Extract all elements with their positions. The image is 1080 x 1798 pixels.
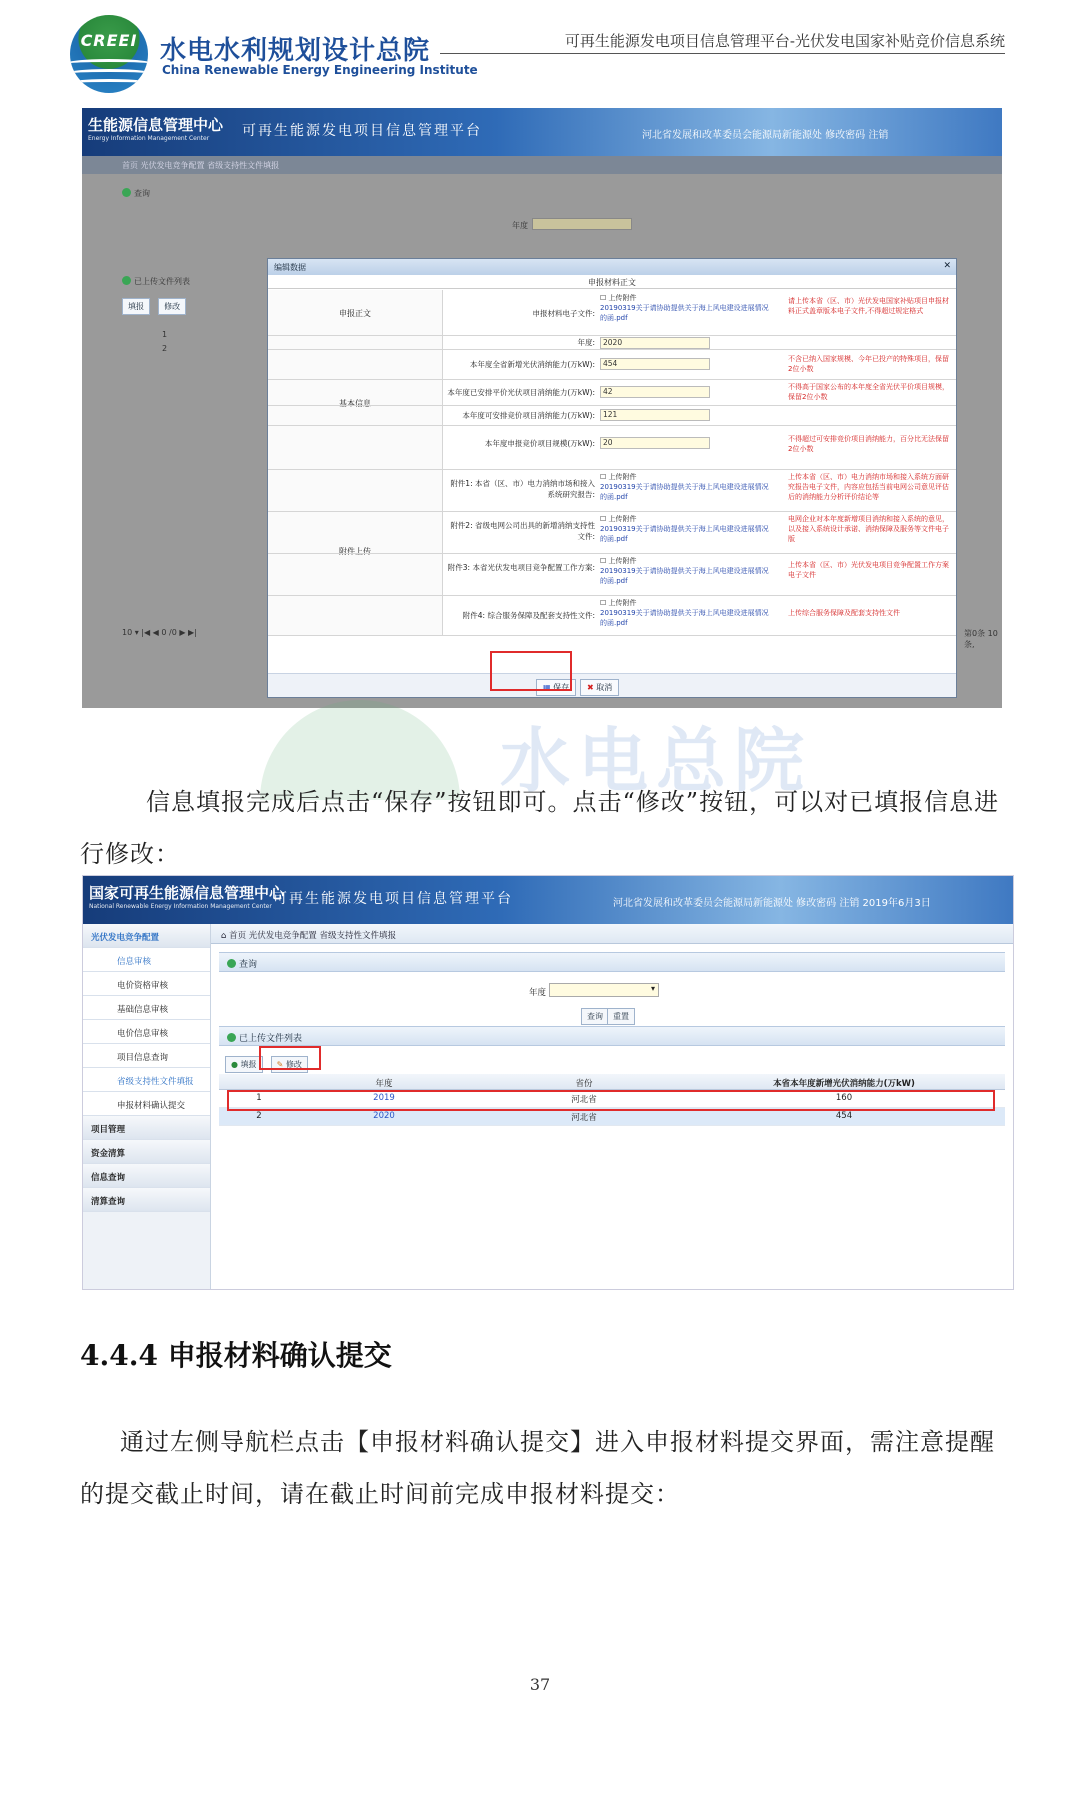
reset-button[interactable]: 重置: [607, 1008, 635, 1025]
banner-logo: 生能源信息管理中心: [88, 116, 224, 134]
page-header: [0, 0, 1080, 100]
search-button[interactable]: 查询: [581, 1008, 609, 1025]
app-banner: [82, 108, 1002, 156]
bid-scale-field[interactable]: 20: [600, 437, 770, 449]
upload-link[interactable]: ☐ 上传附件: [600, 294, 637, 302]
bid-capacity-field[interactable]: 121: [600, 409, 770, 421]
save-button[interactable]: ▦ 保存: [536, 679, 576, 696]
form-row: [268, 512, 956, 554]
sidebar: [83, 924, 211, 1289]
query-panel-label: 查询: [122, 188, 150, 199]
field-label: 附件2: 省级电网公司出具的新增消纳支持性文件:: [450, 521, 595, 541]
screenshot-file-list: [82, 875, 1014, 1290]
screenshot-edit-dialog: [82, 108, 1002, 708]
column-header: 年度: [375, 1079, 393, 1089]
field-label: 附件1: 本省（区、市）电力消纳市场和接入系统研究报告:: [450, 479, 595, 499]
parity-capacity-field[interactable]: 42: [600, 386, 770, 398]
logo-text: CREEI: [80, 31, 138, 50]
sidebar-item[interactable]: 资金清算: [83, 1140, 210, 1164]
list-row[interactable]: 1: [162, 330, 168, 339]
form-row: [268, 380, 956, 406]
sidebar-item[interactable]: 电价资格审核: [83, 972, 210, 996]
year-label: 年度: [529, 988, 547, 998]
upload-link[interactable]: ☐ 上传附件: [600, 599, 637, 607]
list-panel-header: 已上传文件列表: [219, 1026, 1005, 1046]
table-header: [219, 1074, 1005, 1090]
file-link[interactable]: 20190319关于请协助提供关于海上风电建设进展情况的函.pdf: [600, 304, 769, 322]
banner-logo: 国家可再生能源信息管理中心: [89, 884, 285, 902]
pager[interactable]: 10 ▾ |◀ ◀ 0 /0 ▶ ▶|: [122, 628, 197, 637]
field-label: 年度:: [577, 338, 595, 347]
field-note: 不得超过可安排竞价项目消纳能力，百分比无法保留2位小数: [788, 435, 949, 453]
form-row: [268, 406, 956, 426]
field-note: 不得高于国家公布的本年度全省光伏平价项目规模，保留2位小数: [788, 383, 949, 401]
form-row: [268, 290, 956, 336]
save-icon: ▦: [543, 683, 551, 692]
file-link[interactable]: 20190319关于请协助提供关于海上风电建设进展情况的函.pdf: [600, 483, 769, 501]
upload-link[interactable]: ☐ 上传附件: [600, 473, 637, 481]
section-basic: 基本信息: [268, 336, 443, 470]
list-toolbar: [122, 294, 189, 315]
cancel-icon: ✖: [587, 683, 594, 692]
pager-summary: 第0条 10 条,: [964, 629, 998, 649]
file-cell: [600, 293, 770, 323]
org-name-en: China Renewable Energy Engineering Institute: [162, 63, 478, 77]
form-row: [268, 470, 956, 512]
form-row: [268, 554, 956, 596]
field-label: 本年度全省新增光伏消纳能力(万kW):: [469, 360, 595, 369]
file-cell: [600, 598, 770, 628]
close-icon[interactable]: ✕: [943, 261, 951, 271]
form-row: [268, 336, 956, 350]
banner-title: 可再生能源发电项目信息管理平台: [273, 891, 513, 907]
sidebar-item[interactable]: 电价信息审核: [83, 1020, 210, 1044]
field-label: 附件3: 本省光伏发电项目竞争配置工作方案:: [447, 563, 595, 572]
edit-dialog: [267, 258, 957, 698]
watermark-text: 水电总院: [500, 720, 812, 802]
breadcrumb[interactable]: 首页 光伏发电竞争配置 省级支持性文件填报: [82, 156, 1002, 174]
main-content: [219, 952, 1005, 1289]
sidebar-item[interactable]: 项目管理: [83, 1116, 210, 1140]
sidebar-item[interactable]: 申报材料确认提交: [83, 1092, 210, 1116]
header-rule: [440, 53, 1005, 54]
cancel-button[interactable]: ✖ 取消: [580, 679, 619, 696]
banner-logo-en: National Renewable Energy Information Management Center: [89, 903, 272, 910]
paragraph-save-edit: 信息填报完成后点击“保存”按钮即可。点击“修改”按钮，可以对已填报信息进行修改：: [80, 788, 1000, 868]
section-heading: 4.4.4 申报材料确认提交: [80, 1339, 392, 1372]
sidebar-item[interactable]: 光伏发电竞争配置: [83, 924, 210, 948]
field-label: 附件4: 综合服务保障及配套支持性文件:: [462, 611, 595, 620]
edit-button[interactable]: ✎ 修改: [271, 1056, 308, 1073]
column-header: 本省本年度新增光伏消纳能力(万kW): [773, 1079, 915, 1089]
file-link[interactable]: 20190319关于请协助提供关于海上风电建设进展情况的函.pdf: [600, 525, 769, 543]
platform-title: 可再生能源发电项目信息管理平台-光伏发电国家补贴竞价信息系统: [564, 32, 1005, 50]
field-note: 上传本省（区、市）光伏发电项目竞争配置工作方案电子文件: [788, 561, 949, 579]
field-note: 不含已纳入国家规模、今年已投产的特殊项目，保留2位小数: [788, 355, 949, 373]
highlight-box-edit: [259, 1046, 321, 1070]
list-row[interactable]: 2: [162, 344, 168, 353]
form-row: [268, 426, 956, 470]
highlight-box: [490, 651, 572, 691]
sidebar-item[interactable]: 基础信息审核: [83, 996, 210, 1020]
banner-logo-en: Energy Information Management Center: [88, 135, 210, 142]
upload-link[interactable]: ☐ 上传附件: [600, 515, 637, 523]
section-main: 申报正文: [268, 290, 443, 336]
org-name-cn: 水电水利规划设计总院: [160, 36, 431, 66]
year-select[interactable]: [532, 218, 632, 230]
file-cell: [600, 472, 770, 502]
upload-link[interactable]: ☐ 上传附件: [600, 557, 637, 565]
field-note: 请上传本省（区、市）光伏发电国家补贴项目申报材料正式盖章版本电子文件,不得超过规定格式: [788, 297, 949, 315]
capacity-field[interactable]: 454: [600, 358, 770, 370]
form-row: [268, 350, 956, 380]
table-row[interactable]: 2 2020 河北省 454: [219, 1108, 1005, 1126]
field-label: 本年度可安排竞价项目消纳能力(万kW):: [462, 411, 595, 420]
add-button[interactable]: 填报: [122, 298, 150, 315]
field-label: 申报材料电子文件:: [532, 309, 595, 318]
column-header: 省份: [575, 1079, 593, 1089]
paragraph-submit: 通过左侧导航栏点击【申报材料确认提交】进入申报材料提交界面，需注意提醒的提交截止时间，请在截止时间前完成申报材料提交：: [80, 1428, 995, 1508]
dialog-footer: [268, 673, 956, 697]
field-note: 上传综合服务保障及配套支持性文件: [788, 609, 900, 617]
field-label: 本年度申报竞价项目规模(万kW):: [484, 439, 595, 448]
sidebar-item[interactable]: 信息查询: [83, 1164, 210, 1188]
sidebar-item[interactable]: 信息审核: [83, 948, 210, 972]
pencil-icon: ✎: [276, 1060, 284, 1069]
file-cell: [600, 514, 770, 544]
field-note: 上传本省（区、市）电力消纳市场和接入系统方面研究报告电子文件，内容应包括当前电网公司意见评估后的消纳能力分析评价结论等: [788, 473, 949, 501]
field-label: 本年度已安排平价光伏项目消纳能力(万kW):: [447, 388, 595, 397]
edit-button[interactable]: 修改: [158, 298, 186, 315]
add-icon: ●: [231, 1060, 238, 1069]
banner-user-links[interactable]: 河北省发展和改革委员会能源局新能源处 修改密码 注销 2019年6月3日: [613, 898, 931, 909]
banner-user-links[interactable]: 河北省发展和改革委员会能源局新能源处 修改密码 注销: [642, 130, 889, 141]
sidebar-item[interactable]: 清算查询: [83, 1188, 210, 1212]
add-button[interactable]: ● 填报: [225, 1056, 263, 1073]
dialog-title-bar: [268, 259, 956, 275]
page-number: 37: [529, 1675, 551, 1694]
dialog-title: 编辑数据: [274, 263, 306, 272]
year-label: 年度: [512, 221, 528, 230]
chevron-down-icon: ▾: [650, 984, 655, 993]
table-row[interactable]: 1 2019 河北省 160: [219, 1090, 1005, 1108]
app-banner: [83, 876, 1013, 924]
sidebar-item[interactable]: 项目信息查询: [83, 1044, 210, 1068]
breadcrumb[interactable]: ⌂ 首页 光伏发电竞争配置 省级支持性文件填报: [211, 924, 1013, 944]
highlight-box-row: [227, 1090, 995, 1111]
query-panel-header: 查询: [219, 952, 1005, 972]
year-field[interactable]: 2020: [600, 337, 770, 349]
file-cell: [600, 556, 770, 586]
creei-logo: [70, 15, 148, 93]
field-note: 电网企业对本年度新增项目消纳和接入系统的意见，以及接入系统设计承诺、消纳保障及服务等文件电子版: [788, 515, 949, 543]
home-icon[interactable]: ⌂: [221, 931, 227, 941]
section-attach: 附件上传: [268, 470, 443, 636]
file-link[interactable]: 20190319关于请协助提供关于海上风电建设进展情况的函.pdf: [600, 609, 769, 627]
uploaded-list-label: 已上传文件列表: [122, 276, 190, 287]
file-link[interactable]: 20190319关于请协助提供关于海上风电建设进展情况的函.pdf: [600, 567, 769, 585]
dialog-subtitle: 申报材料正文: [268, 275, 956, 289]
form-row: [268, 596, 956, 636]
banner-title: 可再生能源发电项目信息管理平台: [242, 123, 482, 139]
sidebar-item[interactable]: 省级支持性文件填报: [83, 1068, 210, 1092]
year-select[interactable]: [549, 983, 659, 997]
